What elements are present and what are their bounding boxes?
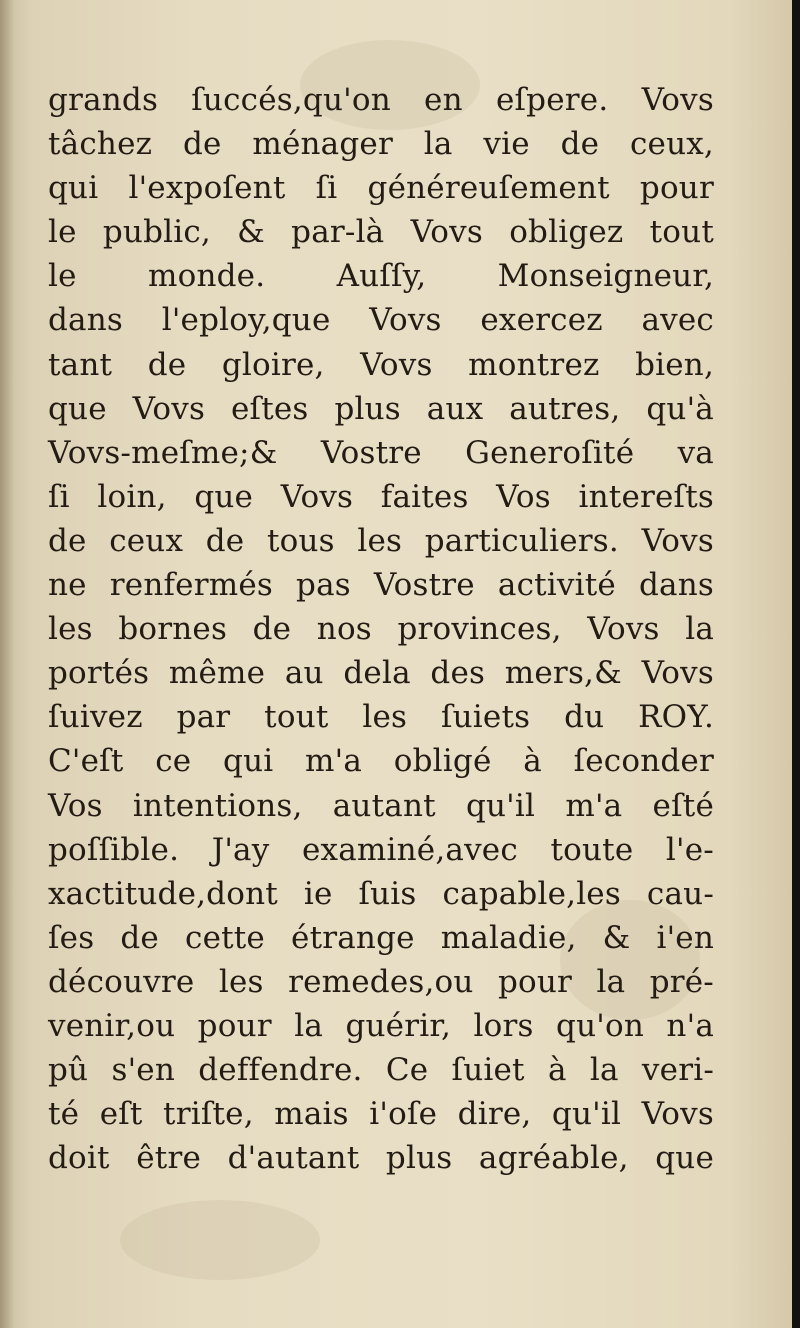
text-line: qui l'expoſent ſi généreuſement pour	[48, 170, 714, 207]
text-line: que Vovs eſtes plus aux autres, qu'à	[48, 390, 714, 427]
page-text	[48, 78, 714, 1180]
text-line: poſſible. J'ay examiné,avec toute l'e-	[48, 831, 714, 868]
text-line: dans l'eploy,que Vovs exercez avec	[48, 302, 714, 339]
text-line: té eſt triſte, mais i'oſe dire, qu'il Vovs	[48, 1096, 714, 1133]
page-edge-shadow	[792, 0, 800, 1328]
text-line: portés même au dela des mers,& Vovs	[48, 655, 714, 692]
text-line: ſuivez par tout les ſuiets du ROY.	[48, 699, 714, 736]
text-line: le monde. Auſſy, Monseigneur,	[48, 258, 714, 295]
text-line: ſes de cette étrange maladie, & i'en	[48, 919, 714, 956]
text-line: tant de gloire, Vovs montrez bien,	[48, 346, 714, 383]
paper-stain	[120, 1200, 320, 1280]
text-line: C'eſt ce qui m'a obligé à ſeconder	[48, 743, 714, 780]
text-line: grands ſuccés,qu'on en eſpere. Vovs	[48, 82, 714, 118]
text-line: ne renfermés pas Vostre activité dans	[48, 567, 714, 604]
text-line: xactitude,dont ie ſuis capable,les cau-	[48, 875, 714, 912]
text-line: Vos intentions, autant qu'il m'a eſté	[48, 787, 714, 824]
text-line: le public, & par-là Vovs obligez tout	[48, 214, 714, 251]
text-line: Vovs-meſme;& Vostre Generoſité va	[48, 434, 714, 471]
text-line: tâchez de ménager la vie de ceux,	[48, 126, 714, 163]
text-line: de ceux de tous les particuliers. Vovs	[48, 522, 714, 559]
text-line: venir,ou pour la guérir, lors qu'on n'a	[48, 1007, 714, 1044]
text-line: doit être d'autant plus agréable, que	[48, 1140, 714, 1177]
text-line: pû s'en deffendre. Ce ſuiet à la veri-	[48, 1052, 714, 1089]
text-line: les bornes de nos provinces, Vovs la	[48, 611, 714, 648]
text-line: découvre les remedes,ou pour la pré-	[48, 963, 714, 1000]
text-line: ſi loin, que Vovs faites Vos intereſts	[48, 478, 714, 515]
